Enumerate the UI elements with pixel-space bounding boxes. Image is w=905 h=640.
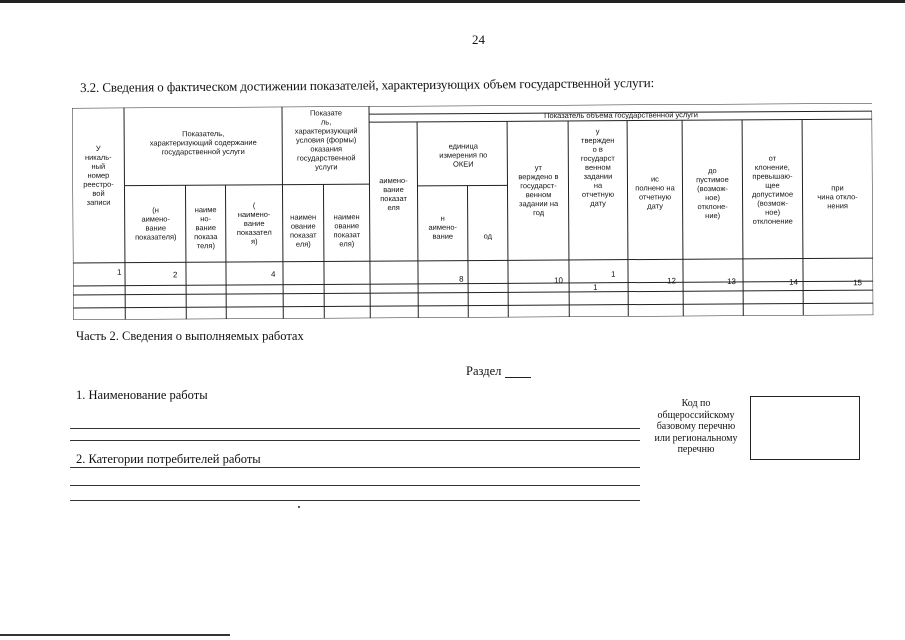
section-heading: 3.2. Сведения о фактическом достижении показателей, характеризующих объем государственной услуги: [80,74,655,95]
code-by-registry-label: Код по общероссийскому базовому перечню или региональному перечню [654,398,738,455]
col-content-sub-3: ( наимено- вание показател я) [236,200,272,246]
col-content-sub-1: (н аимено- вание показателя) [135,205,177,242]
consumers-fill-line-1[interactable] [70,467,640,468]
stray-mark [298,506,300,508]
col-number-8: 8 [459,274,464,284]
part2-title: Часть 2. Сведения о выполняемых работах [76,329,304,343]
code-by-registry-box[interactable] [750,396,860,460]
work-name-fill-line-2[interactable] [70,440,640,441]
col-volume-name-header: аимено- вание показат еля [379,175,408,213]
col-number-4: 4 [270,269,276,279]
col-unique-number-header: У никаль- ный номер реестро- вой записи [83,143,114,207]
col-reason-header: при чина откло- нения [817,183,858,211]
col-number-1: 1 [116,267,122,277]
col-conditions-group-header: Показате ль, характеризующий условия (формы) оказания государственной услуги [294,108,358,172]
col-content-sub-2: наиме но- вание показа теля) [194,205,218,251]
consumers-fill-line-2[interactable] [70,485,640,486]
col-unit-name-header: н аимено- вание [428,213,458,241]
col-number-13: 13 [727,276,737,287]
col-done-header: ис полнено на отчетную дату [635,174,675,211]
col-unit-header: единица измерения по ОКЕИ [439,141,488,169]
volume-indicators-table [72,103,873,320]
col-number-12: 12 [667,276,677,286]
col-approved-task-header: ут верждено в государст- венном задании на год [518,163,559,218]
bottom-border-line [0,634,230,636]
col-number-2: 2 [172,270,178,280]
col-number-14: 14 [789,277,799,287]
consumers-label: 2. Категории потребителей работы [76,452,261,466]
col-number-10: 10 [554,276,563,286]
col-excess-deviation-header: от клонение, превышаю- щее допустимое (возмож- ное) отклонение [751,153,794,226]
top-border-line [0,0,905,3]
col-unit-code-header: од [483,231,493,241]
col-number-11b: 1 [593,282,598,292]
col-volume-group-header: Показатель объема государственной услуги [544,110,699,121]
consumers-fill-line-3[interactable] [70,500,640,501]
col-number-15: 15 [853,278,863,288]
col-allowed-deviation-header: до пустимое (возмож- ное) отклоне- ние) [696,166,729,221]
razdel-blank-field[interactable] [505,377,531,378]
razdel-label: Раздел [466,364,502,378]
col-conditions-sub-1: наимен ование показат еля) [289,212,317,249]
work-name-fill-line-1[interactable] [70,428,640,429]
col-number-11a: 1 [610,269,616,279]
work-name-label: 1. Наименование работы [76,388,208,402]
col-content-group-header: Показатель, характеризующий содержание государственной услуги [149,129,257,157]
col-conditions-sub-2: наимен ование показат еля) [333,212,361,249]
col-approved-date-header: у твержден о в государст венном задании на отчетную дату [580,126,615,208]
page-number: 24 [472,32,485,47]
